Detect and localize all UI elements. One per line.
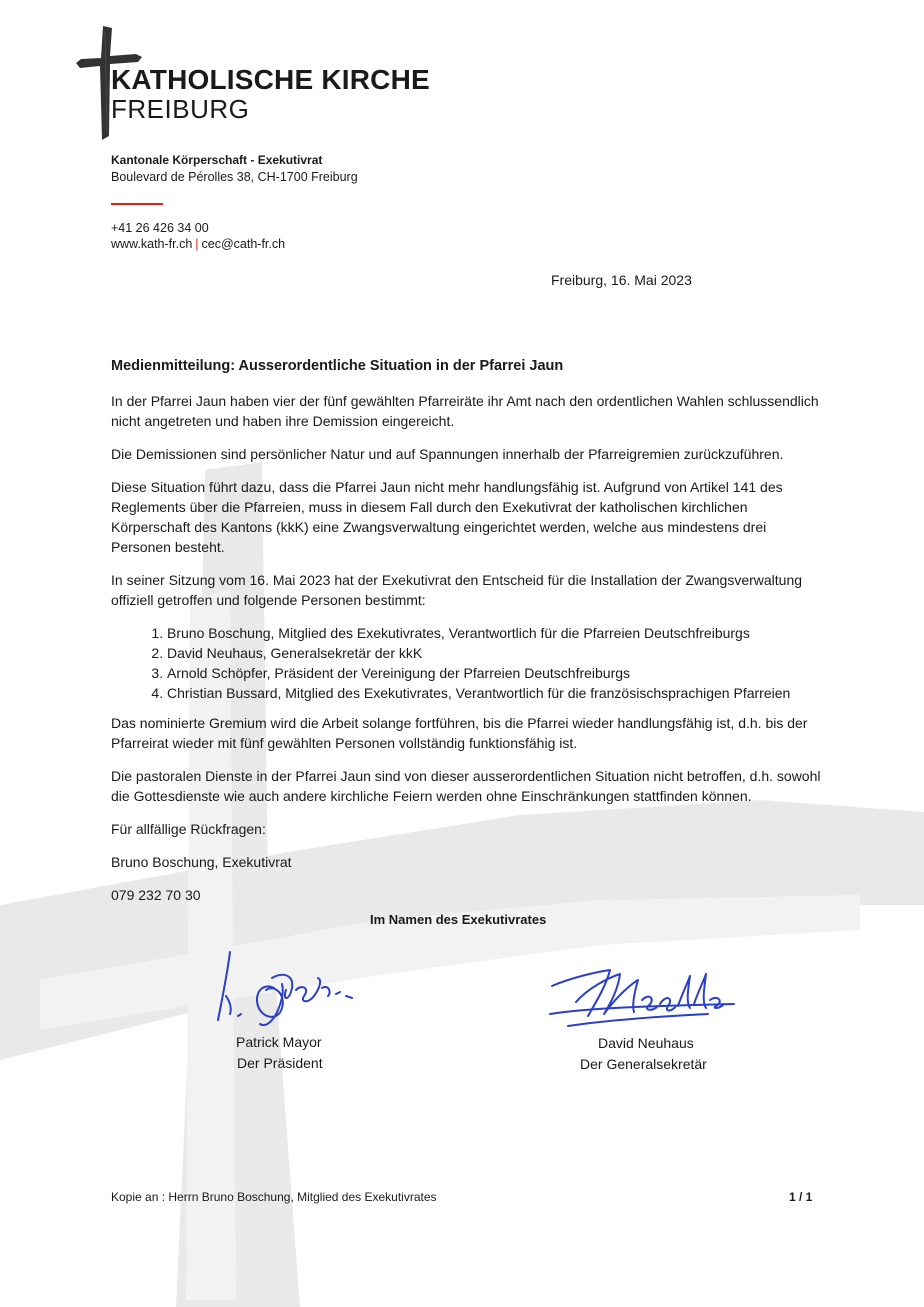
- signer-name: Patrick Mayor: [236, 1034, 322, 1050]
- list-item: 1. Bruno Boschung, Mitglied des Exekutivrates, Verantwortlich für die Pfarreien Deutschfreiburgs: [167, 623, 821, 643]
- org-name-line1: KATHOLISCHE KIRCHE: [111, 64, 430, 95]
- signature-neuhaus-icon: [548, 964, 738, 1034]
- contact-person: Bruno Boschung, Exekutivrat: [111, 854, 292, 870]
- signer-role: Der Präsident: [237, 1055, 323, 1071]
- page-title: Medienmitteilung: Ausserordentliche Situation in der Pfarrei Jaun: [111, 358, 564, 374]
- signature-mayor-icon: [212, 944, 362, 1030]
- sender-name: Kantonale Körperschaft - Exekutivrat: [111, 153, 323, 167]
- org-name-line2: FREIBURG: [111, 94, 250, 124]
- contact-separator: |: [195, 237, 199, 251]
- members-list: [111, 623, 821, 703]
- contact-line: [111, 237, 285, 251]
- signer-name: David Neuhaus: [598, 1035, 694, 1051]
- email-link[interactable]: cec@cath-fr.ch: [201, 237, 286, 251]
- website-link[interactable]: www.kath-fr.ch: [111, 237, 193, 251]
- paragraph: In seiner Sitzung vom 16. Mai 2023 hat der Exekutivrat den Entscheid für die Installation der Zwangsverwaltung offiziell getroffen und folgende Personen bestimmt:: [111, 572, 803, 608]
- paragraph: Diese Situation führt dazu, dass die Pfarrei Jaun nicht mehr handlungsfähig ist. Aufgrund von Artikel 141 des Reglements über die Pfarreien, muss in diesem Fall durch den Exekutivrat der katholischen kirchlichen Körperschaft des Kantons (kkK) eine Zwangsverwaltung eingerichtet werden, welche aus mindestens drei Personen besteht.: [111, 479, 783, 555]
- list-item: 4. Christian Bussard, Mitglied des Exekutivrates, Verantwortlich für die französischsprachigen Pfarreien: [167, 683, 821, 703]
- page-number: 1 / 1: [789, 1190, 813, 1204]
- paragraph: Die pastoralen Dienste in der Pfarrei Jaun sind von dieser ausserordentlichen Situation nicht betroffen, d.h. sowohl die Gottesdienste wie auch andere kirchliche Feiern werden ohne Einschränkungen stattfinden können.: [111, 768, 821, 804]
- list-item: 2. David Neuhaus, Generalsekretär der kkK: [167, 643, 821, 663]
- signature-heading: Im Namen des Exekutivrates: [370, 912, 547, 927]
- accent-divider: [111, 203, 163, 205]
- copy-recipient: Kopie an : Herrn Bruno Boschung, Mitglied des Exekutivrates: [111, 1190, 437, 1204]
- letter-body: [111, 391, 821, 918]
- paragraph: In der Pfarrei Jaun haben vier der fünf gewählten Pfarreiräte ihr Amt nach den ordentlichen Wahlen schlussendlich nicht angetreten und haben ihre Demission eingereicht.: [111, 393, 819, 429]
- letter-date: Freiburg, 16. Mai 2023: [551, 272, 692, 288]
- contact-phone: 079 232 70 30: [111, 887, 201, 903]
- paragraph: Die Demissionen sind persönlicher Natur und auf Spannungen innerhalb der Pfarreigremien zurückzuführen.: [111, 446, 784, 462]
- phone-number: +41 26 426 34 00: [111, 221, 209, 235]
- signer-role: Der Generalsekretär: [580, 1056, 707, 1072]
- contact-prompt: Für allfällige Rückfragen:: [111, 821, 266, 837]
- list-item: 3. Arnold Schöpfer, Präsident der Vereinigung der Pfarreien Deutschfreiburgs: [167, 663, 821, 683]
- paragraph: Das nominierte Gremium wird die Arbeit solange fortführen, bis die Pfarrei wieder handlungsfähig ist, d.h. bis der Pfarreirat wieder mit fünf gewählten Personen vollständig funktionsfähig ist.: [111, 715, 808, 751]
- sender-address: Boulevard de Pérolles 38, CH-1700 Freiburg: [111, 170, 358, 184]
